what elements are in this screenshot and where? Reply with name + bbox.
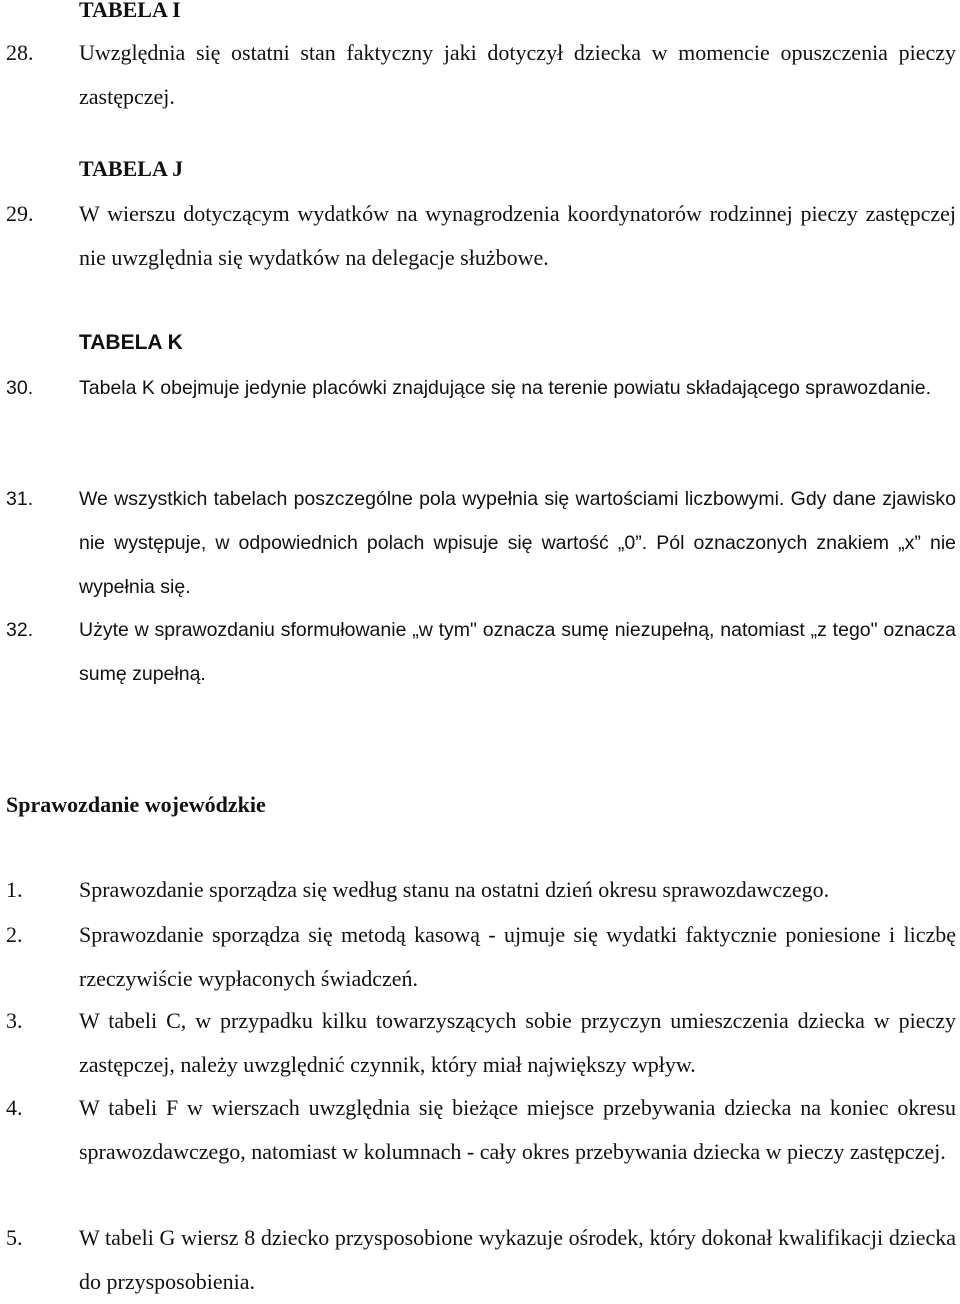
item-number: 31.	[6, 488, 34, 510]
item-text: W tabeli F w wierszach uwzględnia się bieżące miejsce przebywania dziecka na koniec okresu sprawozdawczego, natomiast w kolumnach - cały okres przebywania dziecka w pieczy zastępczej.	[79, 1095, 956, 1164]
list-item-29	[6, 192, 956, 280]
list-item-5	[6, 1216, 956, 1304]
list-item-3	[6, 999, 956, 1087]
list-item-31	[6, 477, 956, 609]
item-text: W tabeli G wiersz 8 dziecko przysposobione wykazuje ośrodek, który dokonał kwalifikacji dziecka do przysposobienia.	[79, 1225, 956, 1294]
heading-tabela-j: TABELA J	[79, 156, 184, 181]
list-item-4	[6, 1086, 956, 1174]
item-number: 28.	[6, 40, 34, 65]
item-text: Użyte w sprawozdaniu sformułowanie „w tym" oznacza sumę niezupełną, natomiast „z tego" oznacza sumę zupełną.	[79, 619, 956, 685]
heading-tabela-i: TABELA I	[79, 0, 181, 22]
item-text: Sprawozdanie sporządza się według stanu na ostatni dzień okresu sprawozdawczego.	[79, 877, 830, 902]
item-number: 4.	[6, 1095, 23, 1120]
item-text: Sprawozdanie sporządza się metodą kasową - ujmuje się wydatki faktycznie poniesione i liczbę rzeczywiście wypłaconych świadczeń.	[79, 922, 956, 991]
item-text: Tabela K obejmuje jedynie placówki znajdujące się na terenie powiatu składającego sprawozdanie.	[79, 377, 932, 399]
item-text: Uwzględnia się ostatni stan faktyczny jaki dotyczył dziecka w momencie opuszczenia pieczy zastępczej.	[79, 40, 956, 109]
item-number: 2.	[6, 922, 23, 947]
item-number: 32.	[6, 619, 34, 641]
item-text: W wierszu dotyczącym wydatków na wynagrodzenia koordynatorów rodzinnej pieczy zastępczej nie uwzględnia się wydatków na delegacje służbowe.	[79, 201, 956, 270]
list-item-30	[6, 366, 956, 410]
list-item-32	[6, 608, 956, 696]
item-text: We wszystkich tabelach poszczególne pola wypełnia się wartościami liczbowymi. Gdy dane zjawisko nie występuje, w odpowiednich polach wpisuje się wartość „0”. Pól oznaczonych znakiem „x” nie wypełnia się.	[79, 488, 956, 598]
item-number: 1.	[6, 877, 23, 902]
item-number: 5.	[6, 1225, 23, 1250]
item-text: W tabeli C, w przypadku kilku towarzyszących sobie przyczyn umieszczenia dziecka w pieczy zastępczej, należy uwzględnić czynnik, który miał największy wpływ.	[79, 1008, 956, 1077]
list-item-1	[6, 868, 956, 912]
item-number: 3.	[6, 1008, 23, 1033]
list-item-2	[6, 913, 956, 1001]
item-number: 29.	[6, 201, 34, 226]
heading-tabela-k: TABELA K	[79, 331, 183, 354]
item-number: 30.	[6, 377, 34, 399]
section-title-sprawozdanie-wojewodzkie: Sprawozdanie wojewódzkie	[6, 792, 266, 817]
list-item-28	[6, 31, 956, 119]
